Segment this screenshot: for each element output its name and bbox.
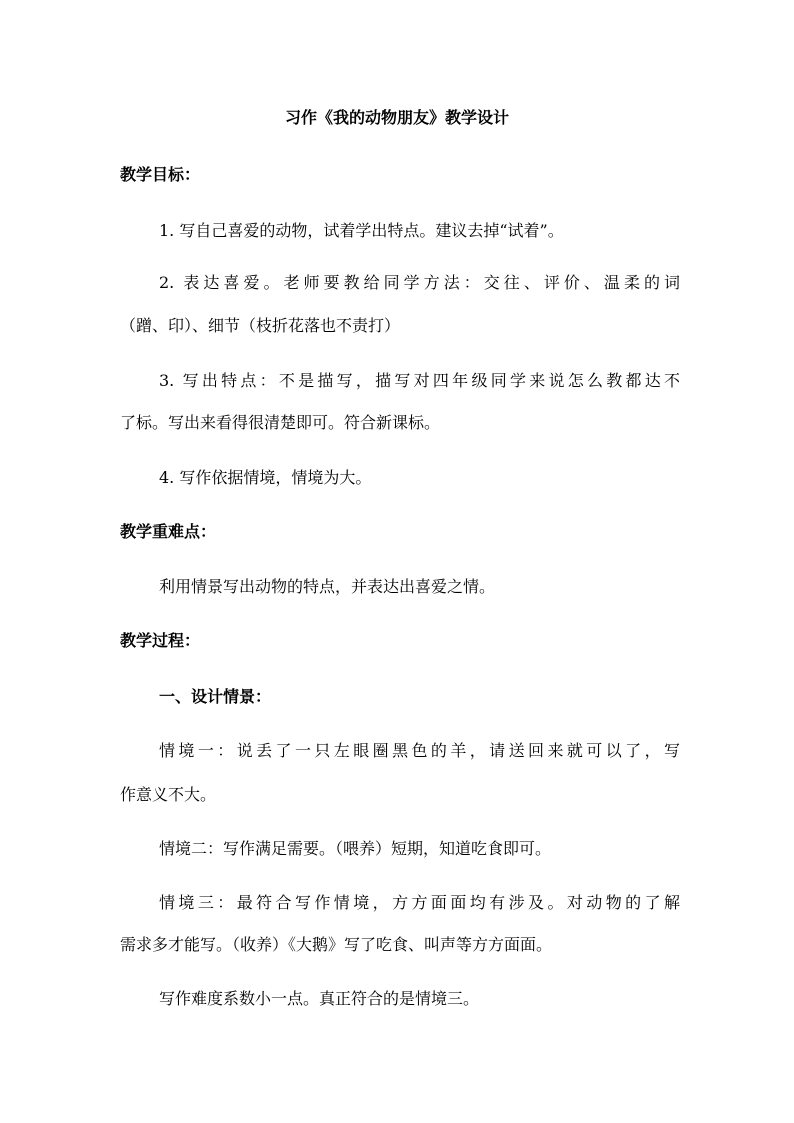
scenario-1-line-2: 作意义不大。 xyxy=(120,785,217,804)
objective-item-1: 1. 写自己喜爱的动物，试着学出特点。建议去掉“试着”。 xyxy=(159,221,564,240)
objective-item-2-line-2: （蹭、印）、细节（枝折花落也不责打） xyxy=(120,316,401,335)
section-1-heading: 一、设计情景： xyxy=(159,687,272,706)
scenario-3-line-1: 情境三：最符合写作情境，方方面面均有涉及。对动物的了解 xyxy=(159,893,680,912)
objectives-heading: 教学目标： xyxy=(120,165,201,184)
scenario-2: 情境二：写作满足需要。（喂养）短期，知道吃食即可。 xyxy=(159,839,552,858)
objective-item-2-line-1: 2. 表达喜爱。老师要教给同学方法：交往、评价、温柔的词 xyxy=(159,273,680,292)
objective-item-3-line-2: 了标。写出来看得很清楚即可。符合新课标。 xyxy=(120,413,441,432)
key-points-text: 利用情景写出动物的特点，并表达出喜爱之情。 xyxy=(159,577,496,596)
objective-item-3-line-1: 3. 写出特点：不是描写，描写对四年级同学来说怎么教都达不 xyxy=(159,371,680,390)
document-title: 习作《我的动物朋友》教学设计 xyxy=(284,108,509,127)
difficulty-note: 写作难度系数小一点。真正符合的是情境三。 xyxy=(159,989,480,1008)
scenario-1-line-1: 情境一：说丢了一只左眼圈黑色的羊，请送回来就可以了，写 xyxy=(159,741,680,760)
scenario-3-line-2: 需求多才能写。（收养）《大鹅》写了吃食、叫声等方方面面。 xyxy=(120,935,553,954)
process-heading: 教学过程： xyxy=(120,631,201,650)
objective-item-4: 4. 写作依据情境，情境为大。 xyxy=(159,468,372,487)
key-points-heading: 教学重难点： xyxy=(120,522,217,541)
